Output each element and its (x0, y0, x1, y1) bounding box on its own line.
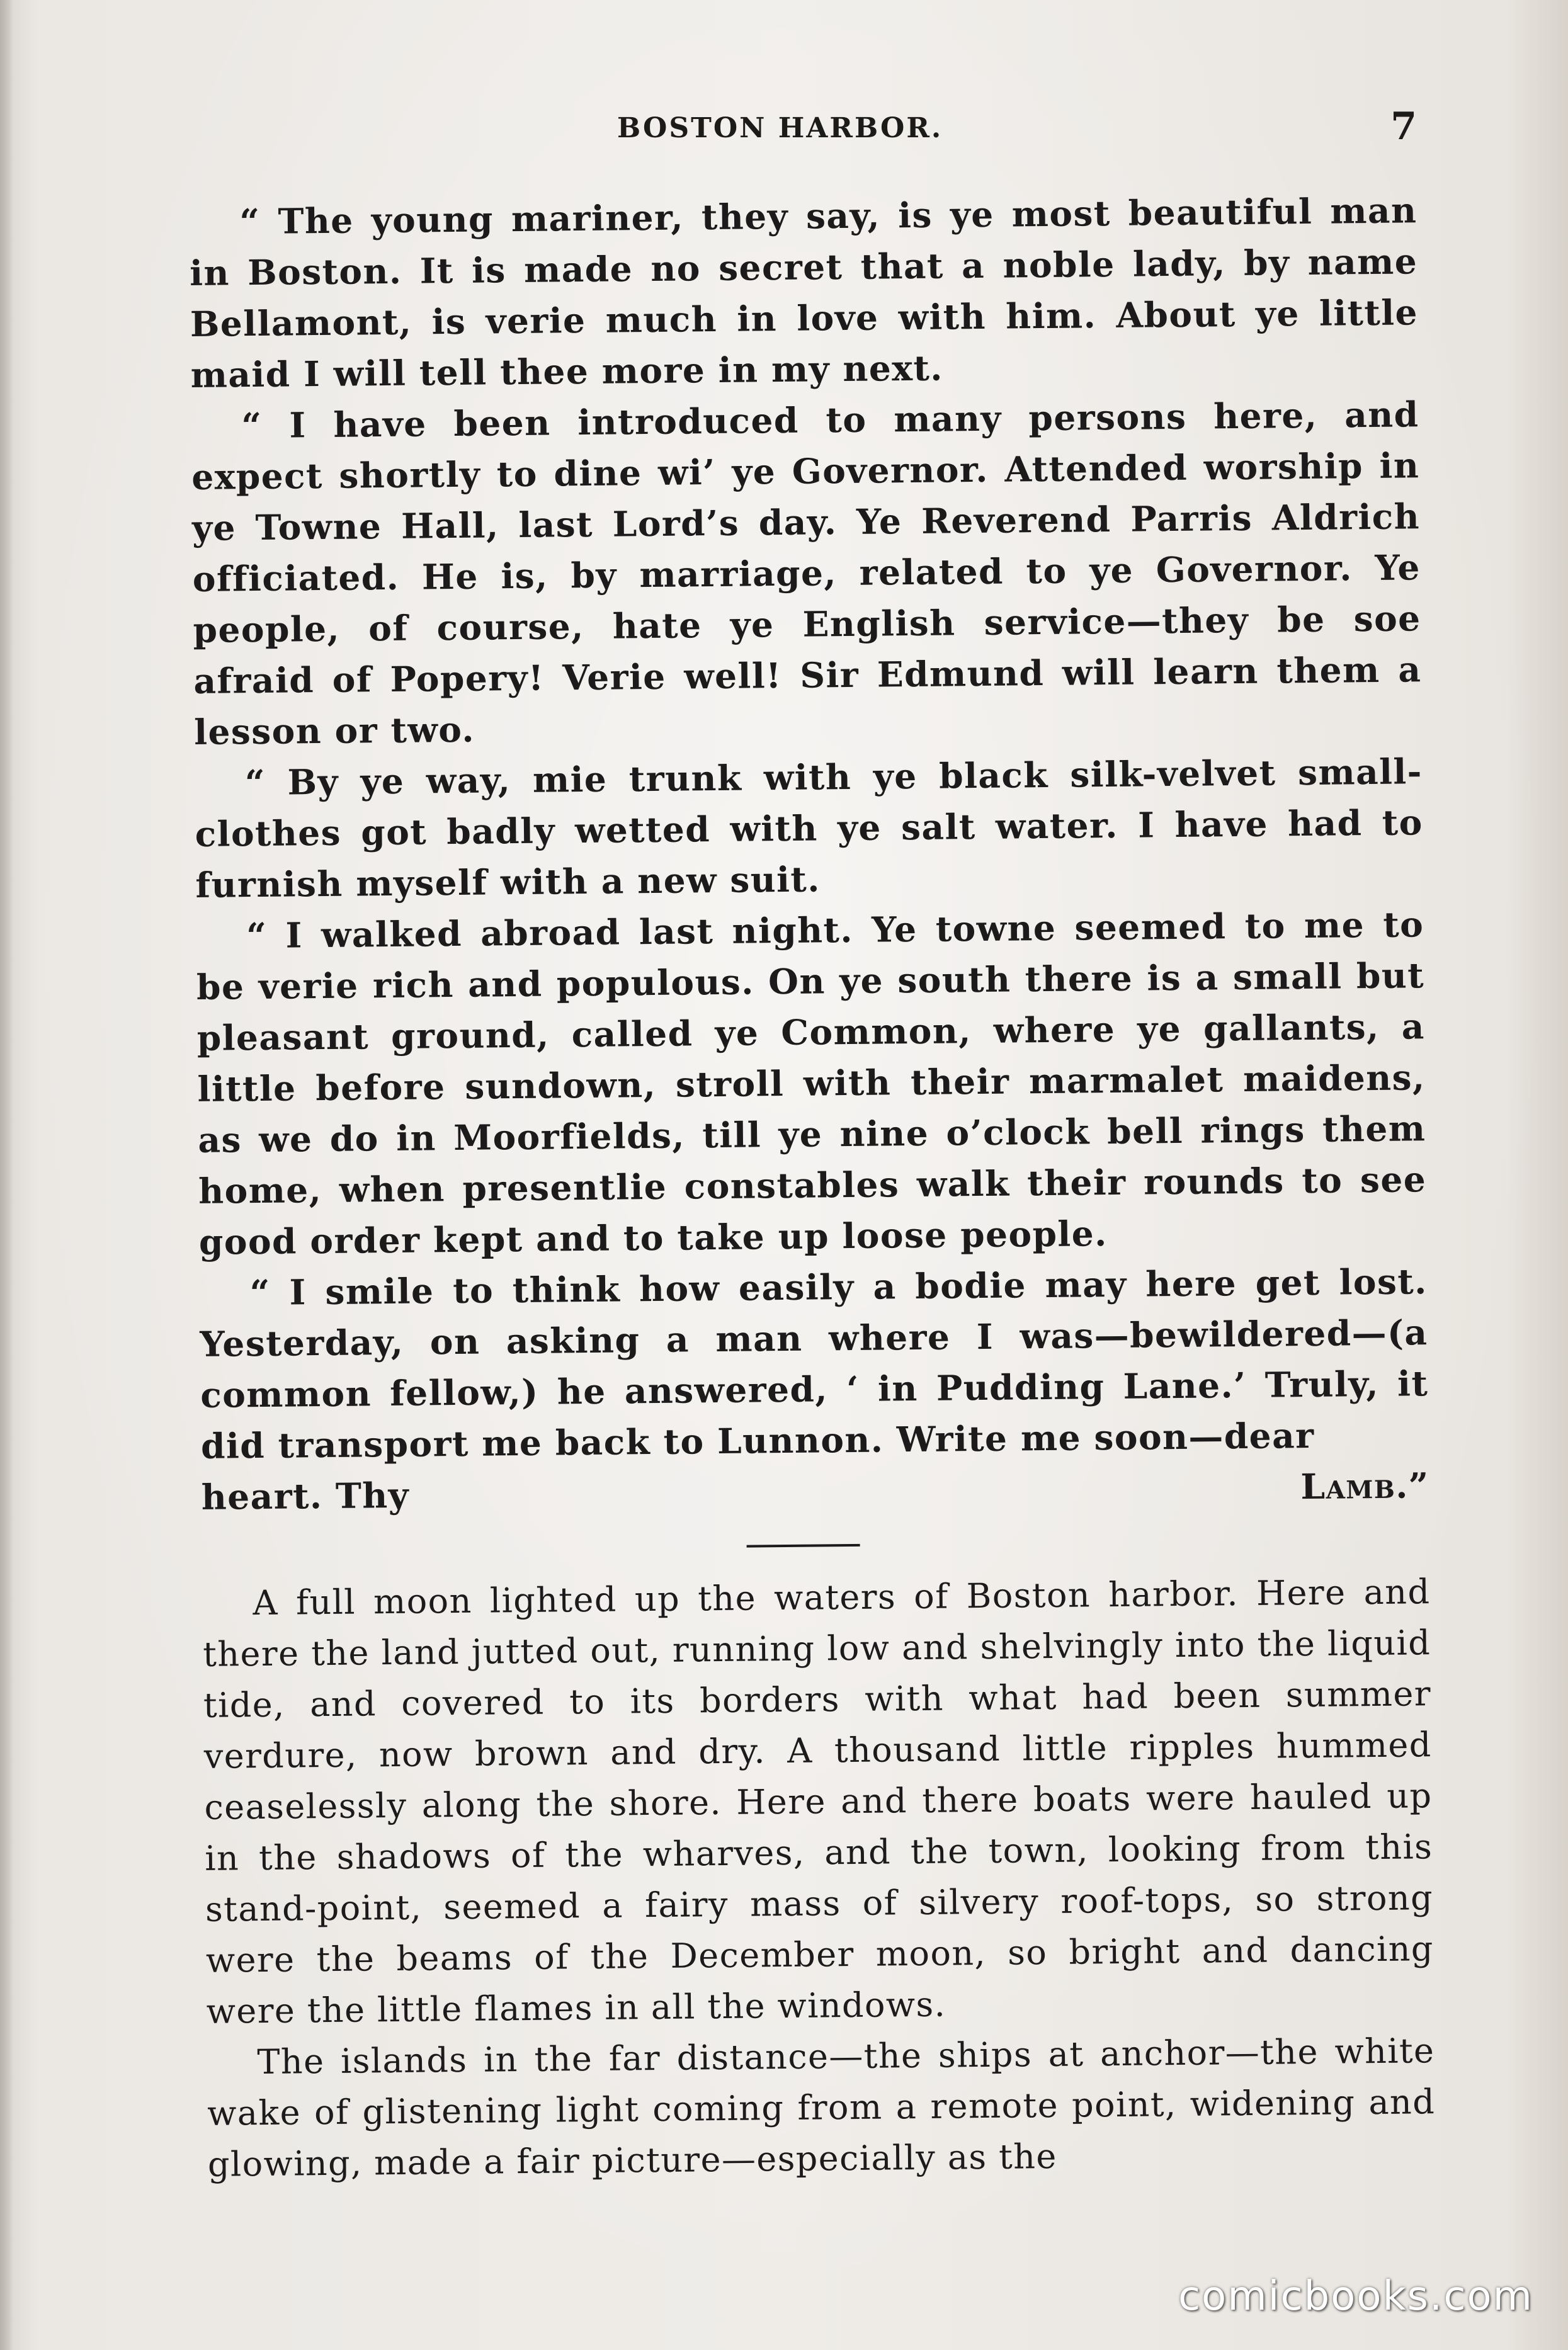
body-text (189, 184, 1436, 2190)
letter-paragraph-2: “ I have been introduced to many persons here, and expect shortly to dine wi’ ye Governor. Attended worship in ye Towne Hall, last Lord’s day. Ye Reverend Parris Aldrich officiated. He is, by marriage, related to ye Governor. Ye people, of course, hate ye English service—they be soe afraid of Popery! Verie well! Sir Edmund will learn them a lesson or two. (191, 394, 1422, 752)
section-divider (747, 1544, 860, 1548)
letter-signature: Lamb.” (1300, 1465, 1430, 1507)
narrative-paragraph-2: The islands in the far distance—the ships at anchor—the white wake of glistening light coming from a remote point, widening and glowing, made a fair picture—especially as the (207, 2031, 1436, 2184)
running-title: BOSTON HARBOR. (617, 112, 943, 144)
source-watermark: comicbooks.com (1178, 2273, 1533, 2320)
letter-paragraph-5: “ I smile to think how easily a bodie may here get lost. Yesterday, on asking a man where I was—bewildered—(a common fellow,) he answered, ‘ in Pudding Lane.’ Truly, it did transport me back to Lunnon. Write me soon—dear (200, 1261, 1429, 1467)
letter-paragraph-4: “ I walked abroad last night. Ye towne seemed to me to be verie rich and populous. On ye south there is a small but pleasant ground, called ye Common, where ye gallants, a little before sundown, stroll with their marmalet maidens, as we do in Moorfields, till ye nine o’clock bell rings them home, when presentlie constables walk their rounds to see good order kept and to take up loose people. (196, 904, 1427, 1263)
narrative-paragraph-1: A full moon lighted up the waters of Boston harbor. Here and there the land jutted out, running low and shelvingly into the liquid tide, and covered to its borders with what had been summer verdure, now brown and dry. A thousand little ripples hummed ceaselessly along the shore. Here and there boats were hauled up in the shadows of the wharves, and the town, looking from this stand-point, seemed a fairy mass of silvery roof-tops, so strong were the beams of the December moon, so bright and dancing were the little flames in all the windows. (202, 1572, 1434, 2031)
page-number: 7 (1390, 105, 1417, 149)
page-gutter-edge (0, 0, 14, 2350)
letter-closing (201, 1460, 1429, 1523)
letter-paragraph-1: “ The young mariner, they say, is ye most beautiful man in Boston. It is made no secret that a noble lady, by name Bellamont, is verie much in love with him. About ye little maid I will tell thee more in my next. (189, 190, 1419, 395)
closing-words: heart. Thy (201, 1474, 410, 1518)
letter-paragraph-3: “ By ye way, mie trunk with ye black silk-velvet small-clothes got badly wetted with ye salt water. I have had to furnish myself with a new suit. (195, 751, 1423, 905)
running-header (183, 105, 1442, 152)
